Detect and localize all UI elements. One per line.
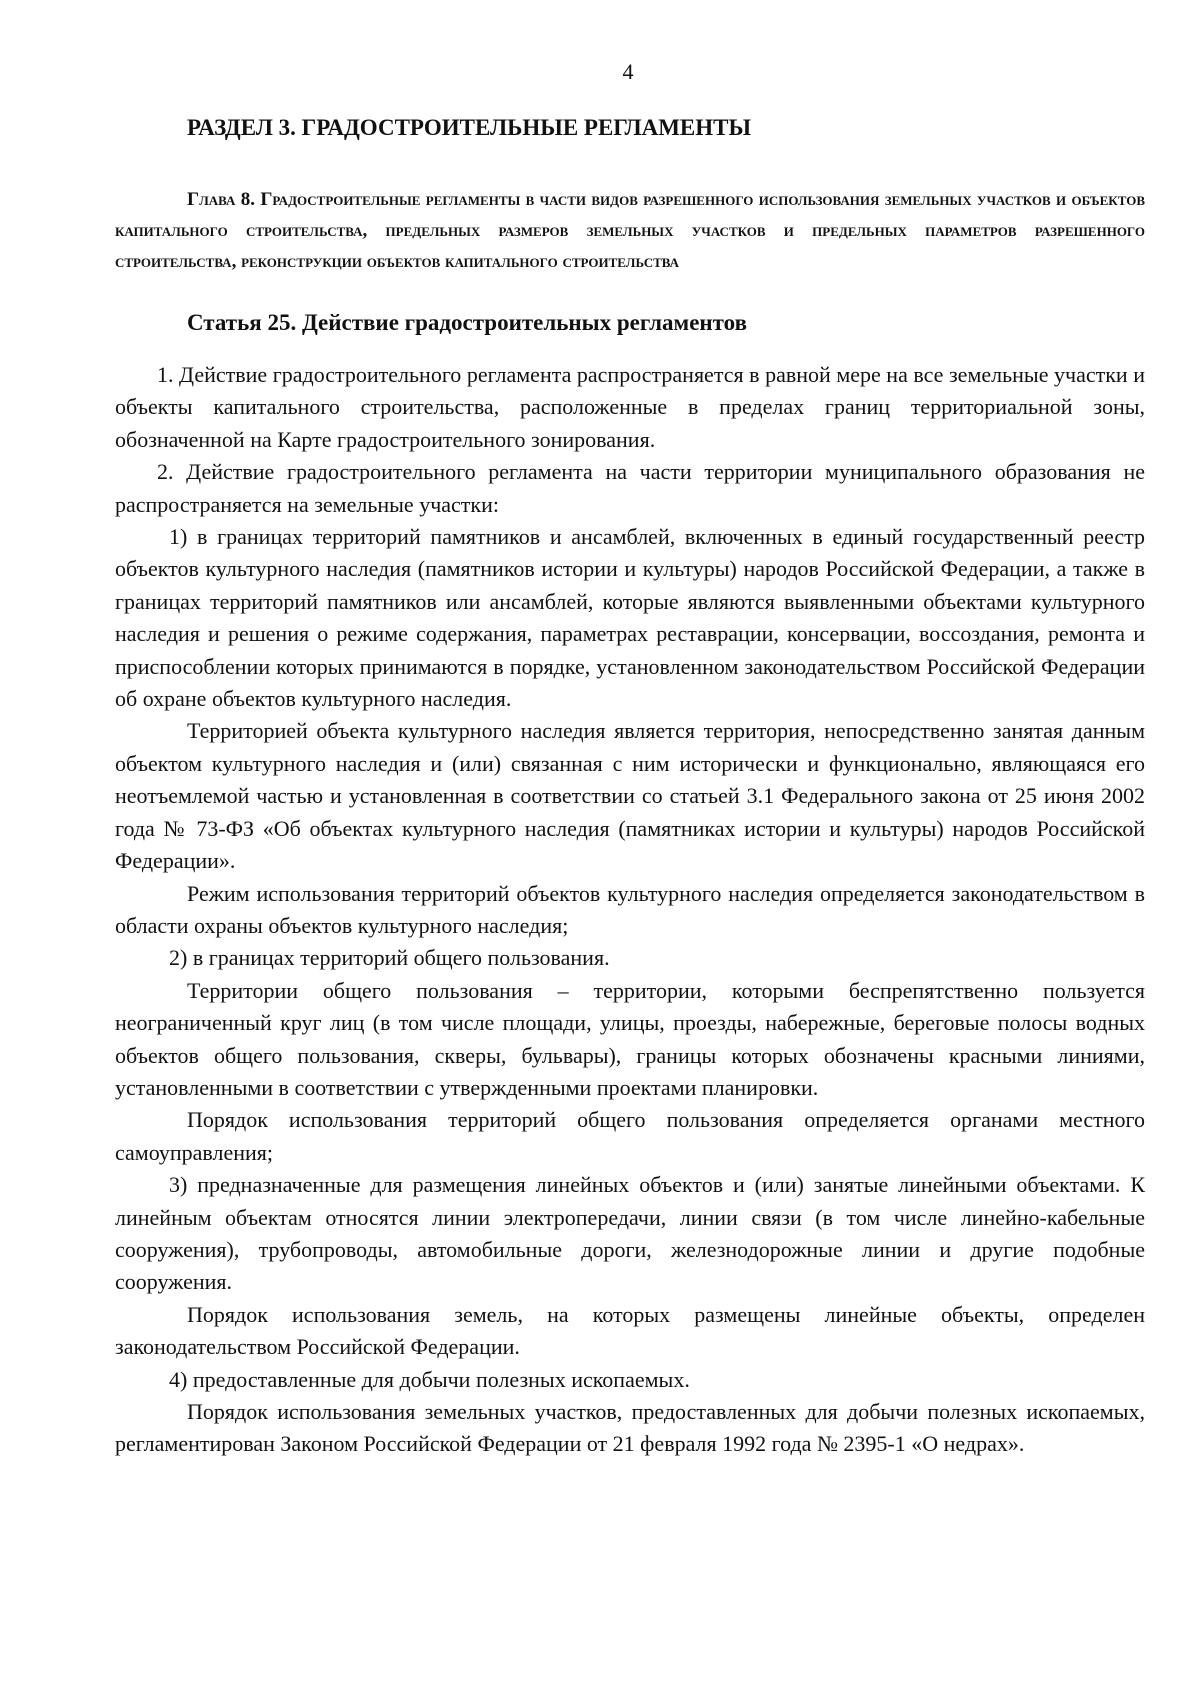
paragraph-list-item-1: 1) в границах территорий памятников и ансамблей, включенных в единый государственный реестр объектов культурного наследия (памятников истории и культуры) народов Российской Федерации, а также в границах территорий памятников или ансамблей, которые являются выявленными объектами культурного наследия и решения о режиме содержания, параметрах реставрации, консервации, воссоздания, ремонта и приспособлении которых принимаются в порядке, установленном законодательством Российской Федерации об охране объектов культурного наследия. [115,524,1145,712]
paragraph-mining-order: Порядок использования земельных участков, предоставленных для добычи полезных ископаемых, регламентирован Законом Российской Федерации от 21 февраля 1992 года № 2395-1 «О недрах». [115,1399,1145,1457]
paragraph-list-item-2: 2) в границах территорий общего пользования. [169,945,610,971]
section-title: РАЗДЕЛ 3. ГРАДОСТРОИТЕЛЬНЫЕ РЕГЛАМЕНТЫ [187,115,752,140]
page-number: 4 [622,59,634,84]
paragraph-list-item-3: 3) предназначенные для размещения линейных объектов и (или) занятые линейными объектами. К линейным объектам относятся линии электропередачи, линии связи (в том числе линейно-кабельные сооружения), трубопроводы, автомобильные дороги, железнодорожные линии и другие подобные сооружения. [115,1172,1145,1295]
paragraph-1: 1. Действие градостроительного регламента распространяется в равной мере на все земельные участки и объекты капитального строительства, расположенные в пределах границ территориальной зоны, обозначенной на Карте градостроительного зонирования. [115,362,1145,452]
article-body [115,359,1145,1461]
paragraph-2: 2. Действие градостроительного регламента на части территории муниципального образования не распространяется на земельные участки: [115,459,1145,517]
chapter-title: Глава 8. Градостроительные регламенты в части видов разрешенного использования земельных участков и объектов капитального строительства, предельных размеров земельных участков и предельных параметров разрешенного строительства, реконструкции объектов капитального строительства [115,189,1145,272]
document-content [115,112,1145,1461]
paragraph-public-territory-order: Порядок использования территорий общего пользования определяется органами местного самоуправления; [115,1107,1145,1165]
paragraph-public-territory: Территории общего пользования – территории, которыми беспрепятственно пользуется неограниченный круг лиц (в том числе площади, улицы, проезды, набережные, береговые полосы водных объектов общего пользования, скверы, бульвары), границы которых обозначены красными линиями, установленными в соответствии с утвержденными проектами планировки. [115,977,1145,1100]
paragraph-list-item-4: 4) предоставленные для добычи полезных ископаемых. [169,1366,690,1392]
paragraph-culture-regime: Режим использования территорий объектов культурного наследия определяется законодательством в области охраны объектов культурного наследия; [115,880,1145,938]
paragraph-culture-territory: Территорией объекта культурного наследия является территория, непосредственно занятая данным объектом культурного наследия и (или) связанная с ним исторически и функционально, являющаяся его неотъемлемой частью и установленная в соответствии со статьей 3.1 Федерального закона от 25 июня 2002 года № 73-ФЗ «Об объектах культурного наследия (памятниках истории и культуры) народов Российской Федерации». [115,718,1145,874]
paragraph-linear-objects-order: Порядок использования земель, на которых размещены линейные объекты, определен законодательством Российской Федерации. [115,1301,1145,1360]
article-title: Статья 25. Действие градостроительных регламентов [187,310,748,335]
